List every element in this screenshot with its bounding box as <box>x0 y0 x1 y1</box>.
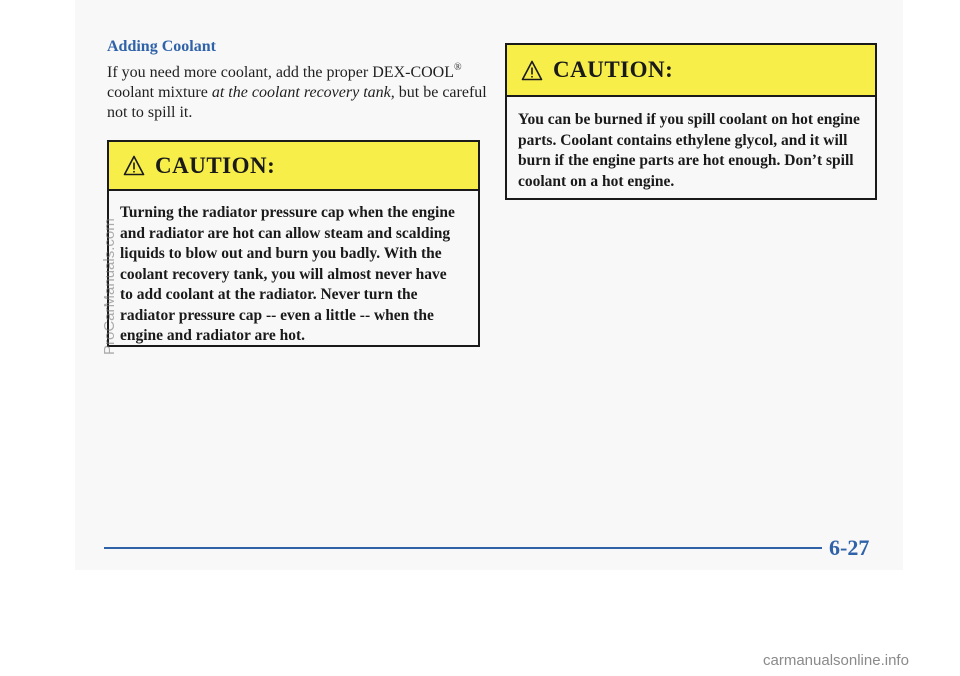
caution-body: Turning the radiator pressure cap when the engine and radiator are hot can allow steam and scalding liquids to blow out and burn you badly. With the coolant recovery tank, you will almost never have to add coolant at the radiator. Never turn the radiator pressure cap -- even a little -- when the engine and radiator are hot. <box>120 204 455 344</box>
intro-text-3: but be careful not to spill it. <box>107 84 487 121</box>
intro-text-2: coolant mixture <box>107 84 212 101</box>
footer-divider <box>104 547 822 549</box>
intro-emphasis: at the coolant recovery tank, <box>211 84 395 101</box>
caution-title: CAUTION: <box>553 57 674 82</box>
registered-mark: ® <box>454 62 462 73</box>
caution-title: CAUTION: <box>155 152 276 178</box>
intro-text-1: If you need more coolant, add the proper DEX-COOL <box>107 64 454 81</box>
watermark-procarmanuals: ProCarManuals.com <box>101 218 118 355</box>
caution-header <box>109 142 478 191</box>
caution-box-radiator-cap <box>107 140 480 347</box>
section-heading: Adding Coolant <box>107 38 216 55</box>
caution-body: You can be burned if you spill coolant on hot engine parts. Coolant contains ethylene glycol, and it will burn if the engine parts are hot enough. Don’t spill coolant on a hot engine. <box>518 111 860 190</box>
warning-triangle-icon <box>521 60 543 81</box>
caution-box-spill-coolant <box>505 43 877 200</box>
watermark-carmanualsonline: carmanualsonline.info <box>763 652 909 669</box>
caution-header <box>507 45 875 97</box>
page-number: 6-27 <box>829 535 870 560</box>
warning-triangle-icon <box>123 155 145 176</box>
intro-paragraph <box>107 63 487 123</box>
